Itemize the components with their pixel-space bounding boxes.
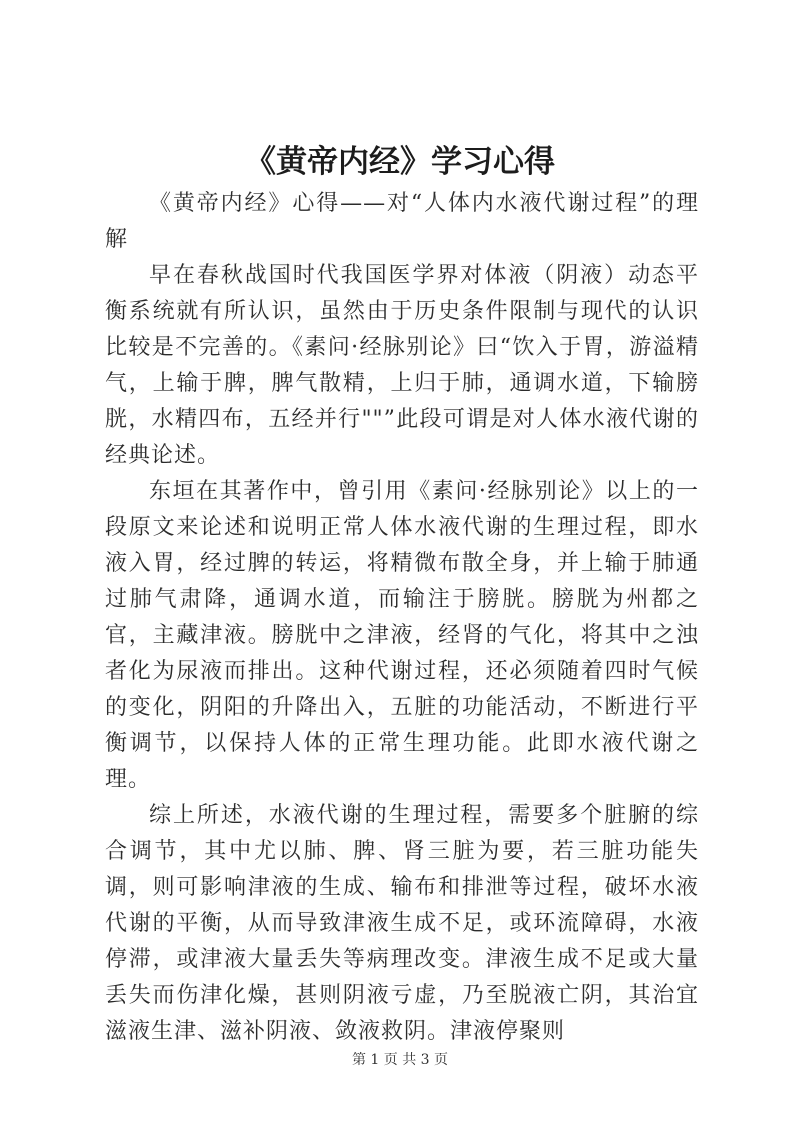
document-body bbox=[105, 186, 699, 1050]
paragraph-1: 早在春秋战国时代我国医学界对体液（阴液）动态平衡系统就有所认识，虽然由于历史条件限制与现代的认识比较是不完善的。《素问·经脉别论》曰“饮入于胃，游溢精气，上输于脾，脾气散精，上归于肺，通调水道，下输膀胱，水精四布，五经并行""”此段可谓是对人体水液代谢的经典论述。 bbox=[105, 263, 699, 468]
paragraph-3: 综上所述，水液代谢的生理过程，需要多个脏腑的综合调节，其中尤以肺、脾、肾三脏为要，若三脏功能失调，则可影响津液的生成、输布和排泄等过程，破坏水液代谢的平衡，从而导致津液生成不足，或环流障碍，水液停滞，或津液大量丢失等病理改变。津液生成不足或大量丢失而伤津化燥，甚则阴液亏虚，乃至脱液亡阴，其治宜滋液生津、滋补阴液、敛液救阴。津液停聚则 bbox=[105, 803, 699, 1044]
page-number-footer: 第 1 页 共 3 页 bbox=[351, 1052, 449, 1068]
document-subtitle: 《黄帝内经》心得——对“人体内水液代谢过程”的理解 bbox=[105, 191, 699, 252]
paragraph-2: 东垣在其著作中，曾引用《素问·经脉别论》以上的一段原文来论述和说明正常人体水液代谢的生理过程，即水液入胃，经过脾的转运，将精微布散全身，并上输于肺通过肺气肃降，通调水道，而输注于膀胱。膀胱为州都之官，主藏津液。膀胱中之津液，经肾的气化，将其中之浊者化为尿液而排出。这种代谢过程，还必须随着四时气候的变化，阴阳的升降出入，五脏的功能活动，不断进行平衡调节，以保持人体的正常生理功能。此即水液代谢之理。 bbox=[105, 479, 699, 792]
document-title: 《黄帝内经》学习心得 bbox=[245, 144, 555, 180]
